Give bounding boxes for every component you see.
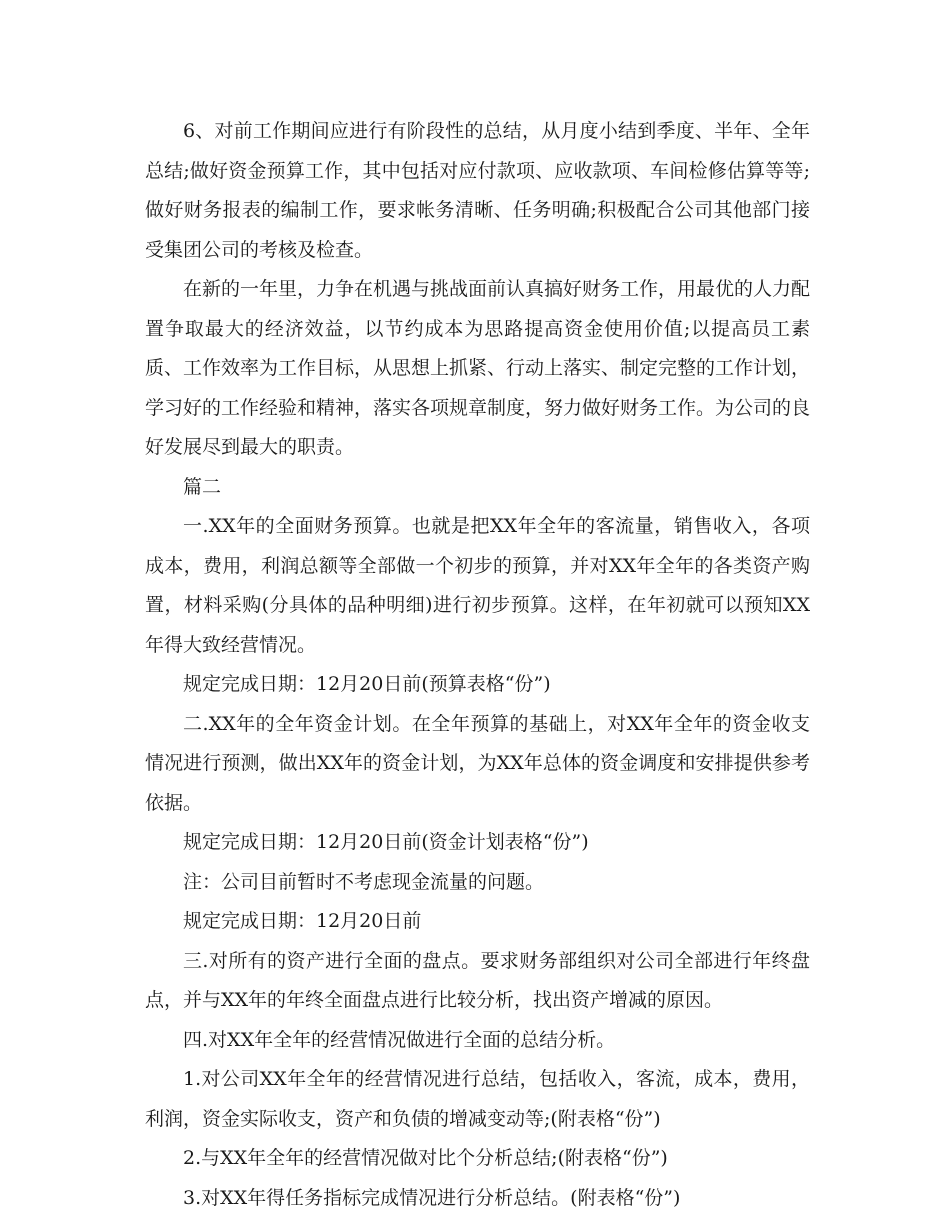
list-item-1: 1.对公司XX年全年的经营情况进行总结，包括收入，客流，成本，费用，利润，资金实际收支，资产和负债的增减变动等;(附表格“份”) — [145, 1068, 810, 1130]
list-item-3: 3.对XX年得任务指标完成情况进行分析总结。(附表格“份”) — [183, 1186, 681, 1209]
document-body — [145, 112, 810, 1218]
paragraph-summary-work: 6、对前工作期间应进行有阶段性的总结，从月度小结到季度、半年、全年总结;做好资金预算工作，其中包括对应付款项、应收款项、车间检修估算等等;做好财务报表的编制工作，要求帐务清晰、任务明确;积极配合公司其他部门接受集团公司的考核及检查。 — [145, 120, 810, 261]
deadline-budget: 规定完成日期：12月20日前(预算表格“份”) — [183, 673, 551, 695]
paragraph-fund-plan: 二.XX年的全年资金计划。在全年预算的基础上，对XX年全年的资金收支情况进行预测，做出XX年的资金计划，为XX年总体的资金调度和安排提供参考依据。 — [145, 712, 810, 814]
section-heading-part-two: 篇二 — [183, 475, 222, 498]
deadline-general: 规定完成日期：12月20日前 — [183, 910, 422, 932]
list-item-2: 2.与XX年全年的经营情况做对比个分析总结;(附表格“份”) — [183, 1147, 668, 1169]
paragraph-asset-inventory: 三.对所有的资产进行全面的盘点。要求财务部组织对公司全部进行年终盘点，并与XX年的年终全面盘点进行比较分析，找出资产增减的原因。 — [145, 949, 810, 1011]
note-cash-flow: 注：公司目前暂时不考虑现金流量的问题。 — [183, 870, 545, 893]
paragraph-new-year-goals: 在新的一年里，力争在机遇与挑战面前认真搞好财务工作，用最优的人力配置争取最大的经济效益，以节约成本为思路提高资金使用价值;以提高员工素质、工作效率为工作目标，从思想上抓紧、行动上落实、制定完整的工作计划，学习好的工作经验和精神，落实各项规章制度，努力做好财务工作。为公司的良好发展尽到最大的职责。 — [145, 278, 811, 458]
paragraph-annual-analysis: 四.对XX年全年的经营情况做进行全面的总结分析。 — [183, 1028, 616, 1051]
deadline-fund-plan: 规定完成日期：12月20日前(资金计划表格“份”) — [183, 831, 589, 853]
paragraph-budget: 一.XX年的全面财务预算。也就是把XX年全年的客流量，销售收入，各项成本，费用，利润总额等全部做一个初步的预算，并对XX年全年的各类资产购置，材料采购(分具体的品种明细)进行初步预算。这样，在年初就可以预知XX年得大致经营情况。 — [145, 515, 810, 656]
